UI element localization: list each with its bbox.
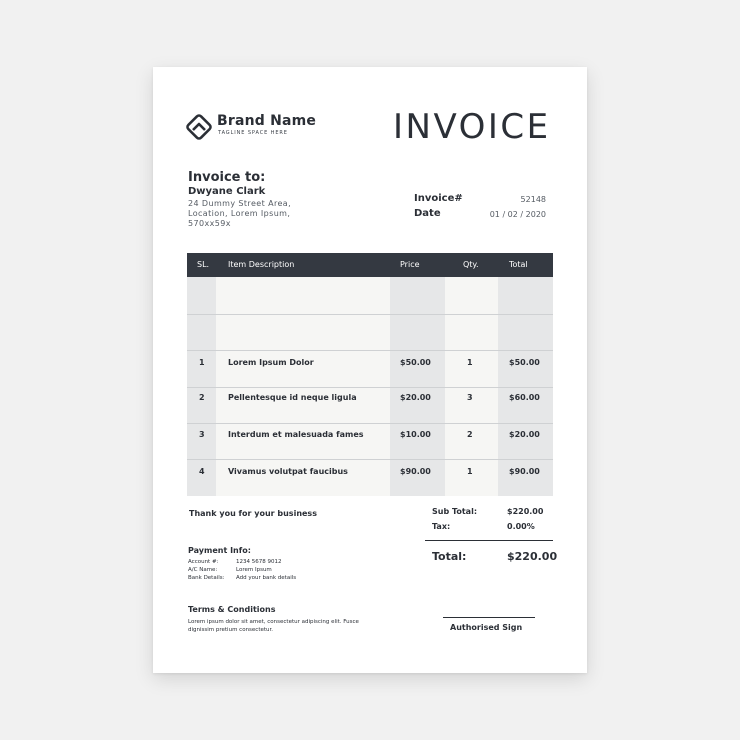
bank-details-label: Bank Details: xyxy=(188,575,225,581)
table-header xyxy=(187,253,553,277)
row-price: $10.00 xyxy=(400,430,431,439)
client-address xyxy=(188,199,318,229)
row-qty: 1 xyxy=(467,358,473,367)
row-total: $90.00 xyxy=(509,467,540,476)
thanks-message: Thank you for your business xyxy=(189,509,317,518)
account-name-value: Lorem Ipsum xyxy=(236,567,272,573)
date-value: 01 / 02 / 2020 xyxy=(489,210,546,219)
row-total: $50.00 xyxy=(509,358,540,367)
row-sl: 3 xyxy=(199,430,205,439)
brand-tagline: TAGLINE SPACE HERE xyxy=(218,130,288,136)
terms-title: Terms & Conditions xyxy=(188,605,276,614)
invoice-number-value: 52148 xyxy=(520,195,546,204)
terms-text: Lorem ipsum dolor sit amet, consectetur adipiscing elit. Fusce dignissim pretium consectetur. xyxy=(188,619,359,633)
row-qty: 1 xyxy=(467,467,473,476)
account-number-label: Account #: xyxy=(188,559,219,565)
row-description: Pellentesque id neque ligula xyxy=(228,393,357,402)
invoice-title: INVOICE xyxy=(393,107,551,147)
brand-logo-icon xyxy=(184,112,214,142)
subtotal-label: Sub Total: xyxy=(432,507,478,516)
row-sl: 2 xyxy=(199,393,205,402)
invoice-to-label: Invoice to: xyxy=(188,170,266,185)
tax-value: 0.00% xyxy=(507,522,535,531)
row-sl: 1 xyxy=(199,358,205,367)
client-address-line: 570xx59x xyxy=(188,219,231,228)
row-price: $50.00 xyxy=(400,358,431,367)
header-price: Price xyxy=(400,260,420,269)
row-total: $60.00 xyxy=(509,393,540,402)
header-sl: SL. xyxy=(197,260,210,269)
account-number-value: 1234 5678 9012 xyxy=(236,559,282,565)
summary-divider xyxy=(425,540,553,541)
client-address-line: Location, Lorem Ipsum, xyxy=(188,209,291,218)
account-name-label: A/C Name: xyxy=(188,567,218,573)
row-sl: 4 xyxy=(199,467,205,476)
row-qty: 3 xyxy=(467,393,473,402)
row-divider xyxy=(187,459,553,460)
date-label: Date xyxy=(414,208,441,219)
row-divider xyxy=(187,423,553,424)
payment-info-title: Payment Info: xyxy=(188,546,251,555)
signature-line xyxy=(443,617,535,618)
brand-name: Brand Name xyxy=(217,113,317,129)
row-qty: 2 xyxy=(467,430,473,439)
total-label: Total: xyxy=(432,550,467,563)
row-divider xyxy=(187,314,553,315)
row-description: Vivamus volutpat faucibus xyxy=(228,467,348,476)
subtotal-value: $220.00 xyxy=(507,507,544,516)
items-table xyxy=(187,253,553,496)
row-divider xyxy=(187,387,553,388)
client-address-line: 24 Dummy Street Area, xyxy=(188,199,292,208)
header-description: Item Description xyxy=(228,260,295,269)
client-name: Dwyane Clark xyxy=(188,186,266,197)
signature-label: Authorised Sign xyxy=(450,623,523,632)
row-total: $20.00 xyxy=(509,430,540,439)
bank-details-value: Add your bank details xyxy=(236,575,297,581)
row-price: $90.00 xyxy=(400,467,431,476)
tax-label: Tax: xyxy=(432,522,451,531)
row-description: Lorem Ipsum Dolor xyxy=(228,358,314,367)
row-description: Interdum et malesuada fames xyxy=(228,430,364,439)
row-price: $20.00 xyxy=(400,393,431,402)
invoice-number-label: Invoice# xyxy=(414,193,463,204)
header-total: Total xyxy=(509,260,528,269)
invoice-sheet xyxy=(153,67,587,673)
header-qty: Qty. xyxy=(463,260,479,269)
total-value: $220.00 xyxy=(507,550,558,563)
row-divider xyxy=(187,350,553,351)
